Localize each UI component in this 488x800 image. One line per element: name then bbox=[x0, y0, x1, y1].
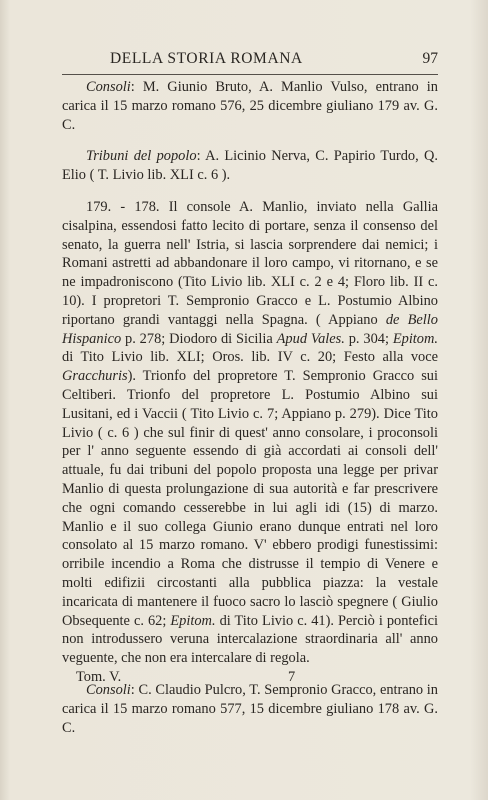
main-text-b: p. 278; Diodoro di Sicilia bbox=[121, 330, 277, 347]
page-body bbox=[62, 78, 438, 750]
consoli-label: Consoli bbox=[86, 79, 131, 95]
consoli-text: : M. Giunio Bruto, A. Manlio Vulso, entrano in carica il 15 marzo romano 576, 25 dicembre giuliano 179 av. G. C. bbox=[62, 79, 438, 133]
page-footer bbox=[62, 669, 438, 689]
volume-label: Tom. V. bbox=[76, 669, 122, 685]
citation-apud-vales: Apud Vales. bbox=[276, 330, 345, 347]
tribuni-label: Tribuni del popolo bbox=[86, 148, 197, 165]
header-rule bbox=[62, 74, 438, 75]
citation-de-bello: de Bello Hispanico bbox=[62, 311, 438, 347]
signature-mark: 7 bbox=[288, 669, 296, 685]
consoli-label-2: Consoli bbox=[86, 681, 131, 698]
main-paragraph bbox=[62, 198, 438, 668]
consoli-paragraph-2 bbox=[62, 681, 438, 737]
consoli-paragraph bbox=[62, 78, 438, 134]
running-header bbox=[62, 50, 438, 72]
running-title: DELLA STORIA ROMANA bbox=[110, 50, 303, 67]
main-text-f: di Tito Livio c. 41). Perciò i pontefici non introdussero veruna intercalazione straordinaria all' anno veguente, che non era intercalare di regola. bbox=[62, 612, 438, 667]
main-text-a: 179. - 178. Il console A. Manlio, inviato nella Gallia cisalpina, essendosi fatto lecito di portare, senza il consenso del senato, la guerra nell' Istria, si lascia sorprendere dai nemici; i Romani astretti ad abbandonare il loro campo, vi ritornano, e se ne impadroniscono (Tito Livio lib. XLI c. 2 e 4; Floro lib. II c. 10). I propretori T. Sempronio Gracco e L. Postumio Albino riportano grandi vantaggi nella Spagna. ( Appiano bbox=[62, 198, 438, 328]
page-number: 97 bbox=[422, 50, 438, 67]
tribuni-paragraph bbox=[62, 147, 438, 185]
consoli-text-2: : C. Claudio Pulcro, T. Sempronio Gracco, entrano in carica il 15 marzo romano 577, 15 dicembre giuliano 178 av. G. C. bbox=[62, 681, 438, 736]
citation-gracchuris: Gracchuris bbox=[62, 368, 128, 385]
main-text-c: p. 304; bbox=[344, 330, 393, 347]
main-text-e: ). Trionfo del propretore T. Sempronio Gracco sui Celtiberi. Trionfo del propretore L. Postumio Albino sui Lusitani, ed i Vaccii ( Tito Livio c. 7; Appiano p. 279). Dice Tito Livio ( c. 6 ) che sul finir di quest' anno consolare, i proconsoli per l' anno seguente essendo di già accordati ai consoli dell' attuale, fu dai tribuni del popolo proposta una legge per privar Manlio di questa prolungazione di sua autorità e far prescrivere che ogni comando cesserebbe in lui agli idi (15) di marzo. Manlio e il suo collega Giunio erano dunque entrati nel loro consolato al 15 marzo romano. V' ebbero prodigi funestissimi: orribile incendio a Roma che distrusse il tempio di Venere e molti edifizii circostanti alla pubblica piazza: la vestale incaricata di mantenere il fuoco sacro lo lasciò spegnere ( Giulio Obsequente c. 62; bbox=[62, 368, 438, 629]
tribuni-text: : A. Licinio Nerva, C. Papirio Turdo, Q. Elio ( T. Livio lib. XLI c. 6 ). bbox=[62, 148, 438, 184]
citation-epitom: Epitom. bbox=[392, 330, 438, 347]
citation-epitom-2: Epitom. bbox=[170, 612, 216, 629]
main-text-d: di Tito Livio lib. XLI; Oros. lib. IV c. 20; Festo alla voce bbox=[62, 349, 438, 366]
